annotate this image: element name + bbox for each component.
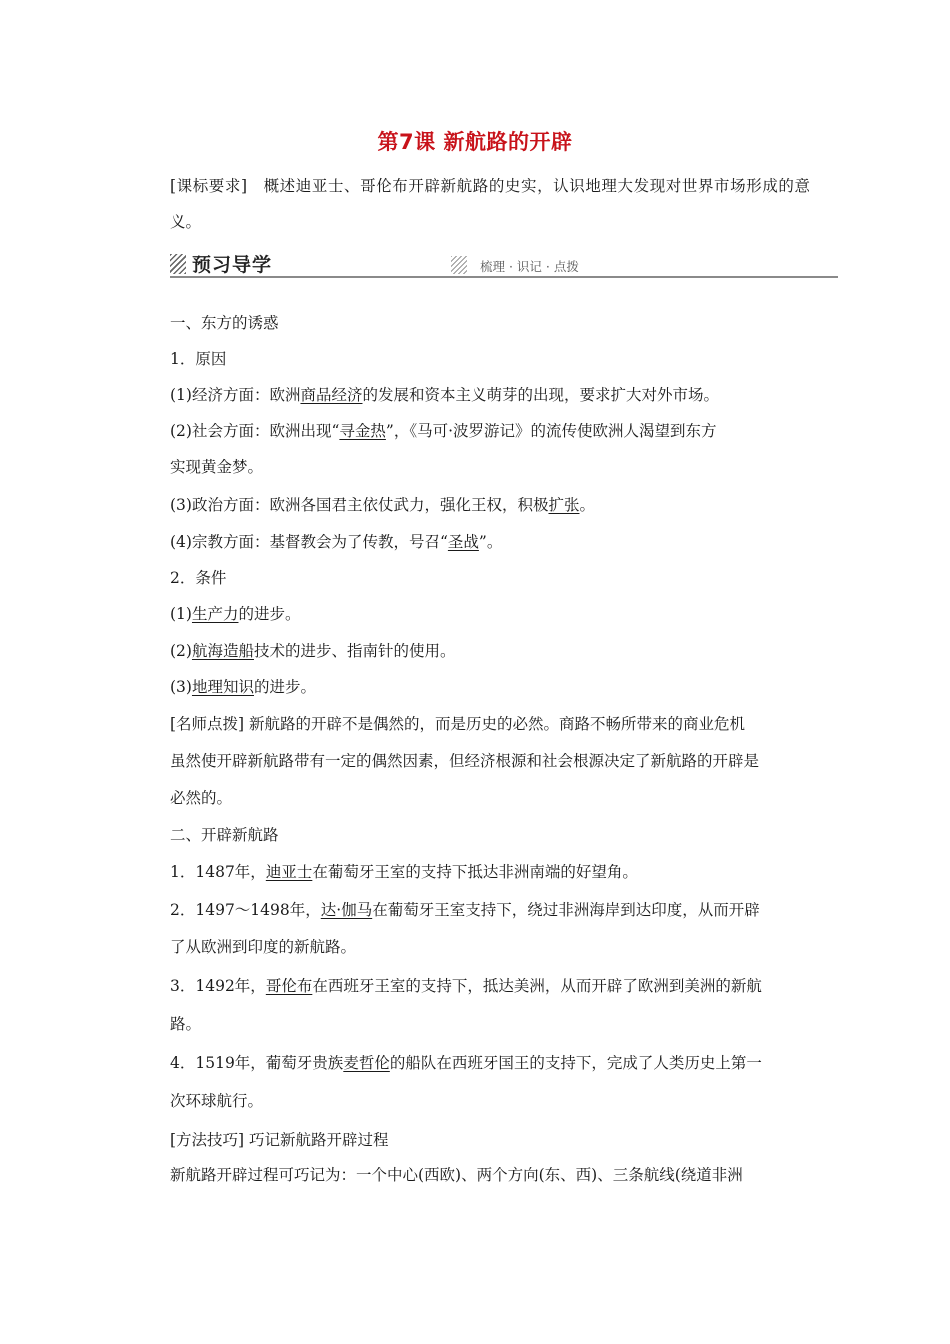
key-term: 圣战: [447, 533, 479, 551]
key-term: 扩张: [548, 496, 580, 514]
text-span: 2．1497～1498年，: [170, 901, 321, 919]
condition-3: [170, 675, 820, 697]
section2-heading: 二、开辟新航路: [170, 826, 279, 844]
voyage-2: [170, 898, 820, 920]
text-span: 在葡萄牙王室的支持下抵达非洲南端的好望角。: [312, 863, 638, 881]
condition-2: [170, 639, 820, 661]
text-span: 在葡萄牙王室支持下，绕过非洲海岸到达印度，从而开辟: [372, 901, 760, 919]
text-span: 3．1492年，: [170, 977, 266, 995]
text-span: 技术的进步、指南针的使用。: [253, 642, 456, 660]
requirement-tag: [课标要求]: [170, 177, 248, 195]
method-text: 新航路开辟过程可巧记为：一个中心(西欧)、两个方向(东、西)、三条航线(绕道非洲: [170, 1166, 743, 1184]
text-span: 1．1487年，: [170, 863, 266, 881]
section1-heading: 一、东方的诱惑: [170, 314, 279, 332]
text-span: ”。: [478, 533, 503, 551]
text-span: 。: [579, 496, 595, 514]
text-span: (1): [170, 605, 192, 623]
reason-economic: [170, 383, 820, 405]
reason-social-cont: 实现黄金梦。: [170, 458, 264, 476]
text-span: (3)政治方面：欧洲各国君主依仗武力，强化王权，积极: [170, 496, 549, 514]
voyage-4-cont: 次环球航行。: [170, 1092, 264, 1110]
voyage-4: [170, 1051, 820, 1073]
text-span: 的船队在西班牙国王的支持下，完成了人类历史上第一: [389, 1054, 762, 1072]
voyage-3-cont: 路。: [170, 1015, 202, 1033]
key-term: 地理知识: [191, 678, 254, 696]
key-term: 迪亚士: [265, 863, 313, 881]
banner-stripe-right: [451, 256, 467, 274]
section-banner: [170, 250, 838, 278]
text-span: (2): [170, 642, 192, 660]
key-term: 生产力: [191, 605, 239, 623]
key-term: 航海造船: [191, 642, 254, 660]
banner-heading: 预习导学: [192, 254, 273, 276]
requirement-text: 概述迪亚士、哥伦布开辟新航路的史实，认识地理大发现对世界市场形成的意义。: [170, 177, 810, 231]
key-term: 商品经济: [300, 386, 363, 404]
text-span: 的进步。: [253, 678, 316, 696]
voyage-2-cont: 了从欧洲到印度的新航路。: [170, 938, 357, 956]
reason-political: [170, 493, 820, 515]
teacher-tip-end: 必然的。: [170, 789, 233, 807]
text-span: ”，《马可·波罗游记》的流传使欧洲人渴望到东方: [385, 422, 717, 440]
text-span: (2)社会方面：欧洲出现“: [170, 422, 340, 440]
key-term: 哥伦布: [265, 977, 313, 995]
key-term: 麦哲伦: [343, 1054, 390, 1072]
banner-subtitle: 梳理 · 识记 · 点拨: [480, 259, 579, 274]
voyage-3: [170, 974, 820, 996]
banner-stripe-left: [170, 254, 186, 274]
text-span: 在西班牙王室的支持下，抵达美洲，从而开辟了欧洲到美洲的新航: [312, 977, 762, 995]
reason-religious: [170, 530, 820, 552]
condition-heading: 2．条件: [170, 569, 227, 587]
text-span: 4．1519年，葡萄牙贵族: [170, 1054, 344, 1072]
condition-1: [170, 602, 820, 624]
text-span: (1)经济方面：欧洲: [170, 386, 301, 404]
text-span: (4)宗教方面：基督教会为了传教，号召“: [170, 533, 448, 551]
teacher-tip-cont: 虽然使开辟新航路带有一定的偶然因素，但经济根源和社会根源决定了新航路的开辟是: [170, 752, 760, 770]
text-span: 的发展和资本主义萌芽的出现，要求扩大对外市场。: [362, 386, 719, 404]
page-title: 第7课 新航路的开辟: [377, 130, 573, 154]
curriculum-requirement: [170, 168, 810, 240]
text-span: 的进步。: [238, 605, 301, 623]
banner-rule: [170, 276, 838, 278]
teacher-tip: [名师点拨] 新航路的开辟不是偶然的，而是历史的必然。商路不畅所带来的商业危机: [170, 715, 746, 733]
reason-social: [170, 419, 820, 441]
key-term: 达·伽马: [320, 901, 373, 919]
text-span: (3): [170, 678, 192, 696]
voyage-1: [170, 860, 820, 882]
key-term: 寻金热: [339, 422, 386, 440]
method-tip: [方法技巧] 巧记新航路开辟过程: [170, 1131, 389, 1149]
reason-heading: 1．原因: [170, 350, 227, 368]
